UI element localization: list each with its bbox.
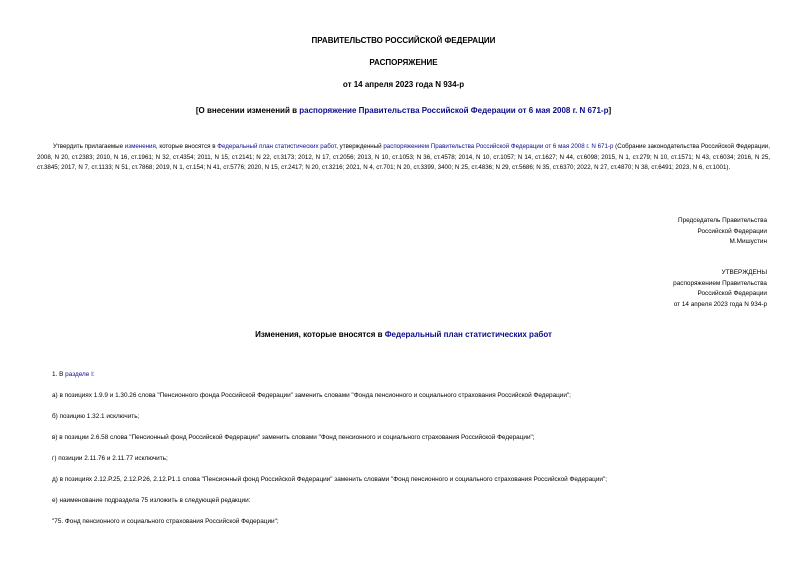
body-paragraph <box>37 142 770 174</box>
item-v: в) в позиции 2.6.58 слова "Пенсионный фонд Российской Федерации" заменить словами "Фонд пенсионного и социального страхования Российской Федерации"; <box>52 434 535 441</box>
subject-close-text: ] <box>608 106 612 115</box>
subject-open-text: [О внесении изменений в <box>195 106 300 115</box>
signature-line-1: Председатель Правительства <box>678 217 767 224</box>
changes-title <box>0 330 807 339</box>
item-1-tail: : <box>92 371 95 378</box>
date-number-heading: от 14 апреля 2023 года N 934-р <box>342 80 465 89</box>
government-heading: ПРАВИТЕЛЬСТВО РОССИЙСКОЙ ФЕДЕРАЦИИ <box>311 36 496 45</box>
body-text-4: (Собрание законодательства Российской Федерации, 2008, N 20, ст.2383; 2010, N 16, ст.1961; N 32, ст.4354; 2011, N 15, ст.2141; N 22, ст.3173; 2012, N 17, ст.2056; 2013, N 10, ст.1053; N 36, ст.4578; 2014, N 10, ст.1057; N 14, ст.1627; N 44, ст.6098; 2015, N 1, ст.279; N 10, ст.1571; N 43, ст.6034; 2016, N 25, ст.3845; 2017, N 7, ст.1133; N 51, ст.7868; 2019, N 1, ст.154; N 41, ст.5776; 2020, N 15, ст.2417; N 20, ст.3216; 2021, N 4, ст.701; N 20, ст.3399, 3400; N 25, ст.4836; N 29, ст.5686; N 35, ст.6370; 2022, N 27, ст.4870; N 38, ст.6491; 2023, N 6, ст.1001). <box>37 143 770 171</box>
section-1-link[interactable]: разделе I <box>65 371 93 378</box>
document-type-heading: РАСПОРЯЖЕНИЕ <box>369 58 438 67</box>
changes-title-link[interactable]: Федеральный план статистических работ <box>384 330 552 339</box>
signature-block <box>678 216 767 248</box>
approved-line-3: Российской Федерации <box>697 290 767 297</box>
item-g: г) позиции 2.11.76 и 2.11.77 исключить; <box>52 455 168 462</box>
approved-line-2: распоряжением Правительства <box>673 279 767 287</box>
body-text-3: , утвержденный <box>336 143 384 150</box>
item-a: а) в позициях 1.9.9 и 1.30.26 слова "Пенсионного фонда Российской Федерации" заменить словами "Фонда пенсионного и социального страхования Российской Федерации"; <box>52 392 571 399</box>
item-1-text: 1. В <box>52 371 66 378</box>
approved-block <box>673 268 767 310</box>
statistical-plan-link[interactable]: Федеральный план статистических работ <box>217 143 337 150</box>
body-text-2: , которые вносятся в <box>155 143 218 150</box>
item-1 <box>52 371 95 378</box>
item-quote: "75. Фонд пенсионного и социального страхования Российской Федерации"; <box>52 518 279 525</box>
order-671-link[interactable]: распоряжением Правительства Российской Федерации от 6 мая 2008 г. N 671-р <box>383 143 614 150</box>
subject-link[interactable]: распоряжение Правительства Российской Федерации от 6 мая 2008 г. N 671-р <box>299 106 609 115</box>
changes-link[interactable]: изменения <box>124 143 156 150</box>
approved-line-1: УТВЕРЖДЕНЫ <box>721 269 767 276</box>
item-d: д) в позициях 2.12.Р.25, 2.12.Р.26, 2.12.Р1.1 слова "Пенсионный фонд Российской Федерации" заменить словами "Фонд пенсионного и социального страхования Российской Федерации"; <box>52 476 608 483</box>
item-b: б) позицию 1.32.1 исключить; <box>52 413 140 420</box>
changes-title-text: Изменения, которые вносятся в <box>255 330 385 339</box>
subject-heading <box>0 106 807 115</box>
signature-line-3: М.Мишустин <box>729 238 767 245</box>
signature-line-2: Российской Федерации <box>697 227 767 235</box>
item-e: е) наименование подраздела 75 изложить в следующей редакции: <box>52 497 251 504</box>
approved-line-4: от 14 апреля 2023 года N 934-р <box>673 300 767 308</box>
body-text-1: Утвердить прилагаемые <box>53 143 125 150</box>
